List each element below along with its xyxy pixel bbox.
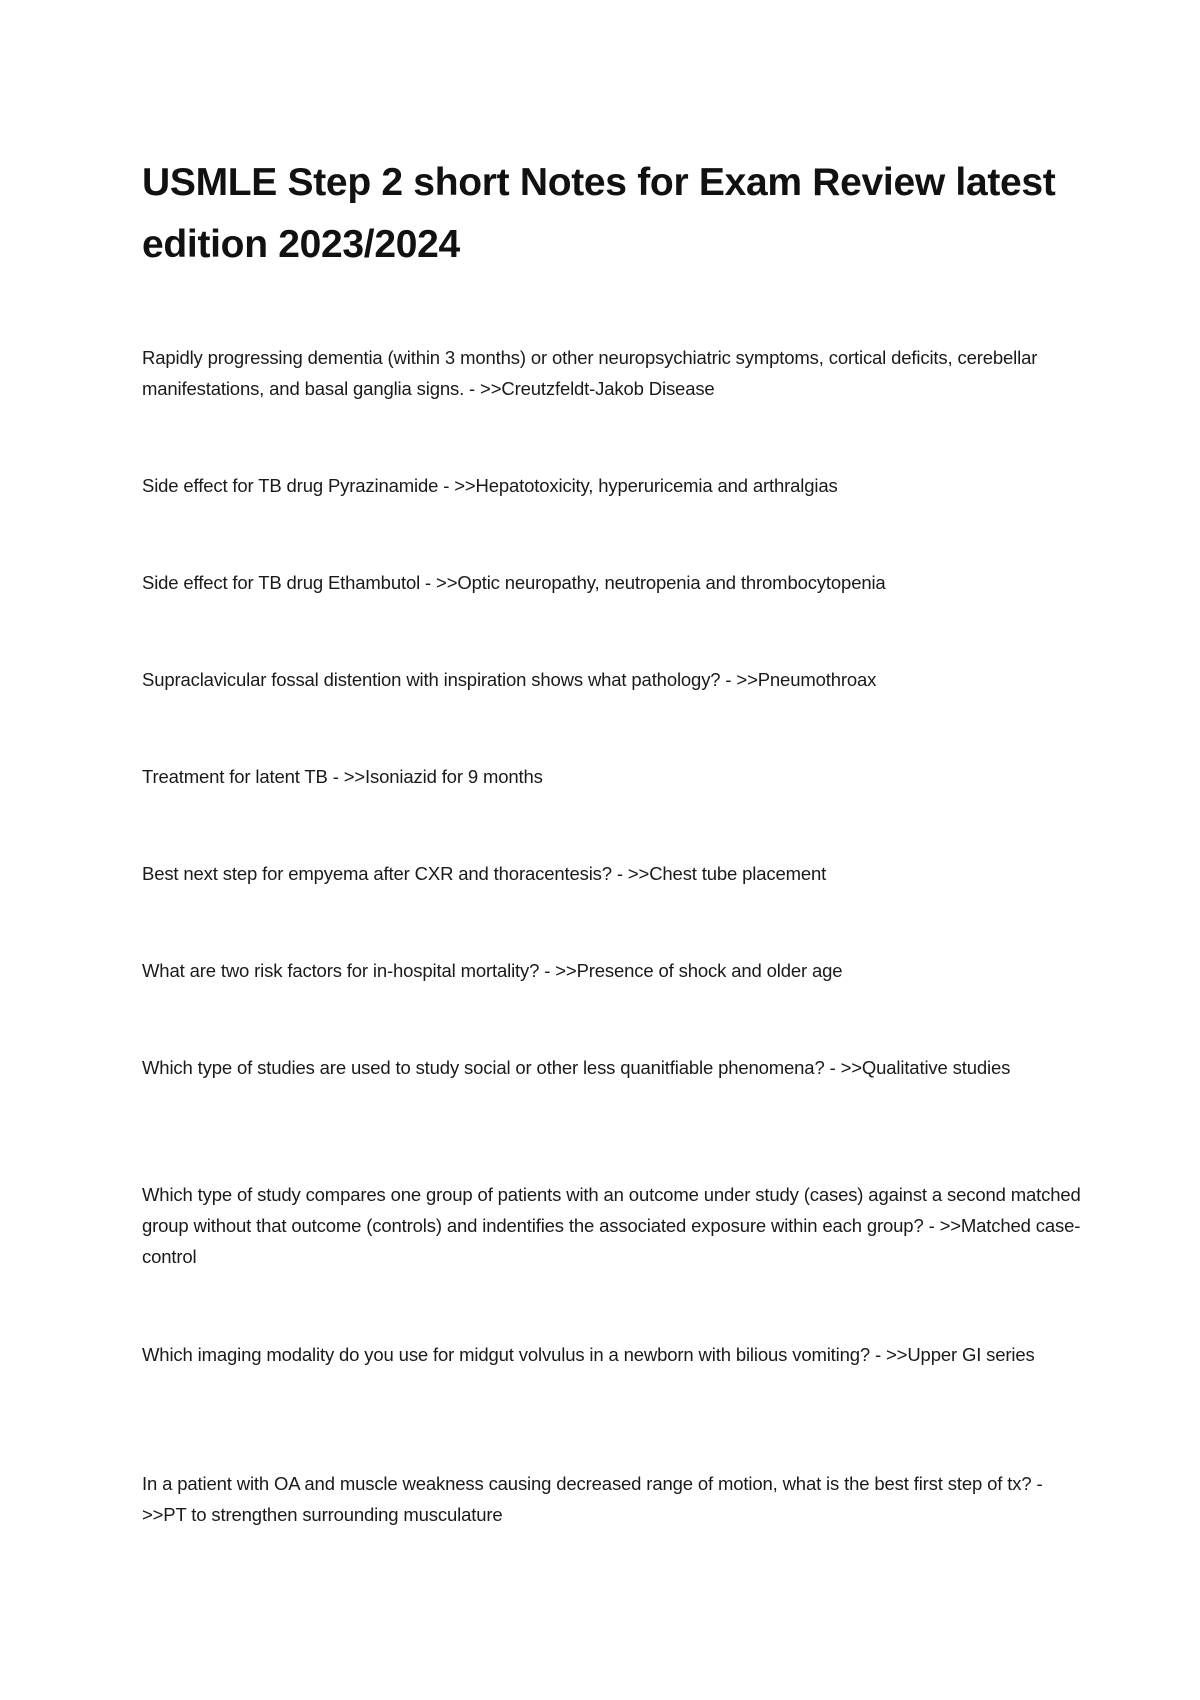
note-item: In a patient with OA and muscle weakness causing decreased range of motion, what is the best first step of tx? - >>PT to strengthen surrounding musculature — [142, 1473, 1043, 1525]
note-item: Best next step for empyema after CXR and thoracentesis? - >>Chest tube placement — [142, 863, 827, 884]
note-item: What are two risk factors for in-hospital mortality? - >>Presence of shock and older age — [142, 960, 843, 981]
note-item: Supraclavicular fossal distention with inspiration shows what pathology? - >>Pneumothroax — [142, 669, 877, 690]
note-item: Which type of study compares one group of patients with an outcome under study (cases) against a second matched group without that outcome (controls) and indentifies the associated exposure within each group? - >>Matched case- control — [142, 1184, 1081, 1267]
note-item: Treatment for latent TB - >>Isoniazid for 9 months — [142, 766, 543, 787]
document-title: USMLE Step 2 short Notes for Exam Review latest edition 2023/2024 — [142, 161, 1056, 266]
note-item: Rapidly progressing dementia (within 3 months) or other neuropsychiatric symptoms, cortical deficits, cerebellar manifestations, and basal ganglia signs. - >>Creutzfeldt-Jakob Disease — [142, 347, 1038, 399]
note-item: Which imaging modality do you use for midgut volvulus in a newborn with bilious vomiting? - >>Upper GI series — [142, 1344, 1035, 1365]
note-item: Side effect for TB drug Ethambutol - >>Optic neuropathy, neutropenia and thrombocytopenia — [142, 572, 886, 593]
note-item: Which type of studies are used to study social or other less quanitfiable phenomena? - >>Qualitative studies — [142, 1057, 1011, 1078]
note-item: Side effect for TB drug Pyrazinamide - >>Hepatotoxicity, hyperuricemia and arthralgias — [142, 475, 838, 496]
